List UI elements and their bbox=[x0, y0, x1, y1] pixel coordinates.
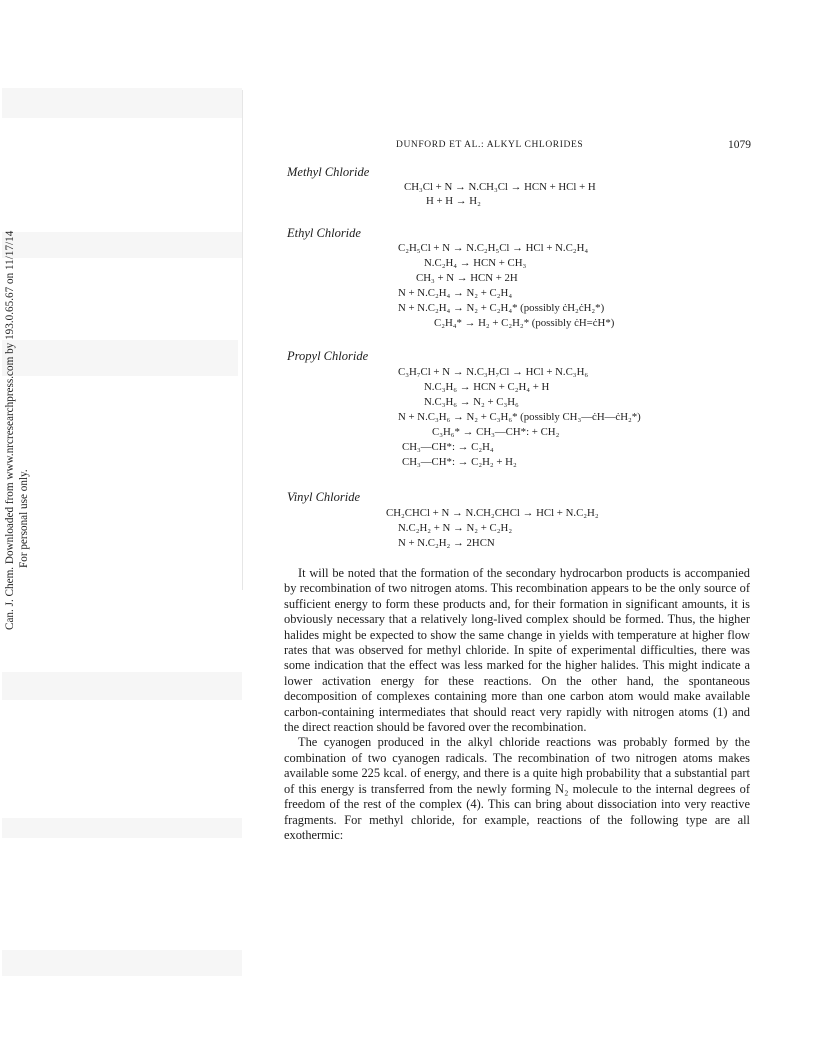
page-number: 1079 bbox=[728, 139, 751, 151]
scan-smudge bbox=[2, 88, 242, 118]
section-heading-propyl-chloride: Propyl Chloride bbox=[287, 349, 369, 363]
equation: N.C₂H₄ → HCN + CH₃ bbox=[424, 257, 527, 269]
equation: CH₃Cl + N → N.CH₃Cl → HCN + HCl + H bbox=[404, 181, 596, 193]
equation: CH₃—CH*: → C₂H₂ + H₂ bbox=[402, 456, 517, 468]
equation: CH₃ + N → HCN + 2H bbox=[416, 272, 518, 284]
equation: N.C₂H₂ + N → N₂ + C₂H₂ bbox=[398, 522, 513, 534]
body-text bbox=[284, 566, 750, 843]
download-notice-line-1: Can. J. Chem. Downloaded from www.nrcresearchpress.com by 193.0.65.67 on 11/17/14 bbox=[4, 230, 16, 630]
download-notice-line-2: For personal use only. bbox=[17, 469, 30, 568]
equation: N + N.C₂H₄ → N₂ + C₂H₄ bbox=[398, 287, 513, 299]
equation: C₃H₇Cl + N → N.C₃H₇Cl → HCl + N.C₃H₆ bbox=[398, 366, 589, 378]
equation: C₂H₅Cl + N → N.C₂H₅Cl → HCl + N.C₂H₄ bbox=[398, 242, 589, 254]
running-head: DUNFORD ET AL.: ALKYL CHLORIDES bbox=[396, 140, 584, 150]
download-notice bbox=[4, 230, 40, 640]
scan-smudge bbox=[2, 818, 242, 838]
equation: N.C₃H₆ → N₂ + C₃H₆ bbox=[424, 396, 519, 408]
scan-smudge bbox=[2, 232, 242, 258]
section-heading-methyl-chloride: Methyl Chloride bbox=[287, 165, 370, 179]
equation: N + N.C₂H₂ → 2HCN bbox=[398, 537, 495, 549]
paragraph: The cyanogen produced in the alkyl chloride reactions was probably formed by the combination of two cyanogen radicals. The recombination of two nitrogen atoms makes available some 225 kcal. of energy, and there is a quite high probability that a substantial part of this energy is transferred from the newly forming N₂ molecule to the internal degrees of freedom of the rest of the complex (4). This can bring about dissociation into very reactive fragments. For methyl chloride, for example, reactions of the following type are all exothermic: bbox=[284, 735, 750, 842]
equation: CH₂CHCl + N → N.CH₂CHCl → HCl + N.C₂H₂ bbox=[386, 507, 599, 519]
equation: CH₃—CH*: → C₂H₄ bbox=[402, 441, 494, 453]
section-heading-vinyl-chloride: Vinyl Chloride bbox=[287, 490, 361, 504]
scan-smudge bbox=[2, 950, 242, 976]
equation: C₂H₄* → H₂ + C₂H₂* (possibly ċH=ċH*) bbox=[434, 317, 615, 329]
scan-smudge bbox=[2, 672, 242, 700]
equation: C₃H₆* → CH₃—CH*: + CH₂ bbox=[432, 426, 560, 438]
equation: N + N.C₃H₆ → N₂ + C₃H₆* (possibly CH₃—ċH—ċH₂*) bbox=[398, 411, 641, 423]
section-heading-ethyl-chloride: Ethyl Chloride bbox=[287, 226, 361, 240]
paragraph: It will be noted that the formation of the secondary hydrocarbon products is accompanied by recombination of two nitrogen atoms. This recombination appears to be the only source of sufficient energy to form these products and, for their formation in significant amounts, it is obviously necessary that a relatively long-lived complex should be formed. Thus, the higher halides might be expected to show the same change in yields with temperature at higher flow rates that was observed for methyl chloride. In spite of experimental difficulties, there was some indication that the effect was less marked for the higher halides. This might indicate a lower activation energy for these reactions. On the other hand, the spontaneous decomposition of complexes containing more than one carbon atom would make available carbon-containing intermediates that should react very rapidly with nitrogen atoms (1) and the direct reaction should be favored over the recombination. bbox=[284, 566, 750, 735]
scan-margin-line bbox=[242, 90, 243, 590]
equation: N.C₃H₆ → HCN + C₂H₄ + H bbox=[424, 381, 550, 393]
equation: N + N.C₂H₄ → N₂ + C₂H₄* (possibly ċH₂ċH₂*) bbox=[398, 302, 605, 314]
equation: H + H → H₂ bbox=[426, 195, 481, 207]
